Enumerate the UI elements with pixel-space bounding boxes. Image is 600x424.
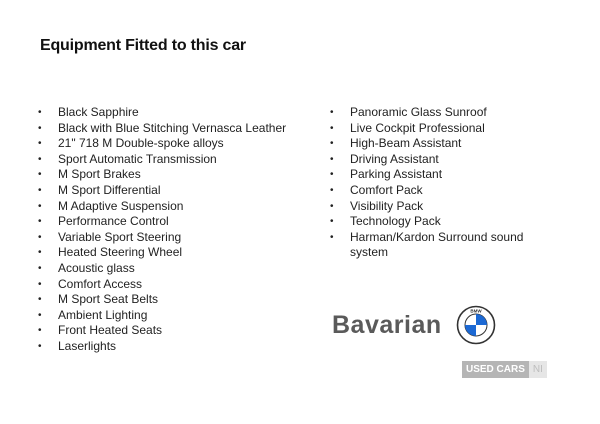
list-item: • 21" 718 M Double-spoke alloys: [38, 136, 308, 152]
bmw-roundel-icon: [456, 305, 496, 345]
equipment-list-right: [330, 105, 530, 261]
list-item: • M Adaptive Suspension: [38, 199, 308, 215]
list-item: • Driving Assistant: [330, 152, 530, 168]
list-item: • M Sport Seat Belts: [38, 292, 308, 308]
list-item: • Panoramic Glass Sunroof: [330, 105, 530, 121]
list-item: • Laserlights: [38, 339, 308, 355]
page-title: Equipment Fitted to this car: [40, 37, 246, 54]
brand-name: Bavarian: [332, 310, 442, 339]
list-item: • Variable Sport Steering: [38, 230, 308, 246]
list-item: • Black with Blue Stitching Vernasca Leather: [38, 121, 308, 137]
list-item: • M Sport Brakes: [38, 167, 308, 183]
list-item: • Live Cockpit Professional: [330, 121, 530, 137]
badge-secondary: NI: [529, 361, 547, 378]
used-cars-badge: [462, 361, 547, 378]
list-item: • Sport Automatic Transmission: [38, 152, 308, 168]
list-item: • Comfort Pack: [330, 183, 530, 199]
list-item: • Parking Assistant: [330, 167, 530, 183]
list-item: • Ambient Lighting: [38, 308, 308, 324]
list-item: • M Sport Differential: [38, 183, 308, 199]
list-item: • Front Heated Seats: [38, 323, 308, 339]
dealer-logo: [332, 305, 496, 345]
list-item: • Visibility Pack: [330, 199, 530, 215]
list-item: • Black Sapphire: [38, 105, 308, 121]
list-item: • Harman/Kardon Surround sound system: [330, 230, 530, 261]
roundel-letters: BMW: [470, 308, 482, 314]
list-item: • Performance Control: [38, 214, 308, 230]
list-item: • Comfort Access: [38, 277, 308, 293]
list-item: • Acoustic glass: [38, 261, 308, 277]
equipment-list-left: [38, 105, 308, 355]
list-item: • Technology Pack: [330, 214, 530, 230]
list-item: • High-Beam Assistant: [330, 136, 530, 152]
list-item: • Heated Steering Wheel: [38, 245, 308, 261]
badge-primary: USED CARS: [462, 361, 529, 378]
